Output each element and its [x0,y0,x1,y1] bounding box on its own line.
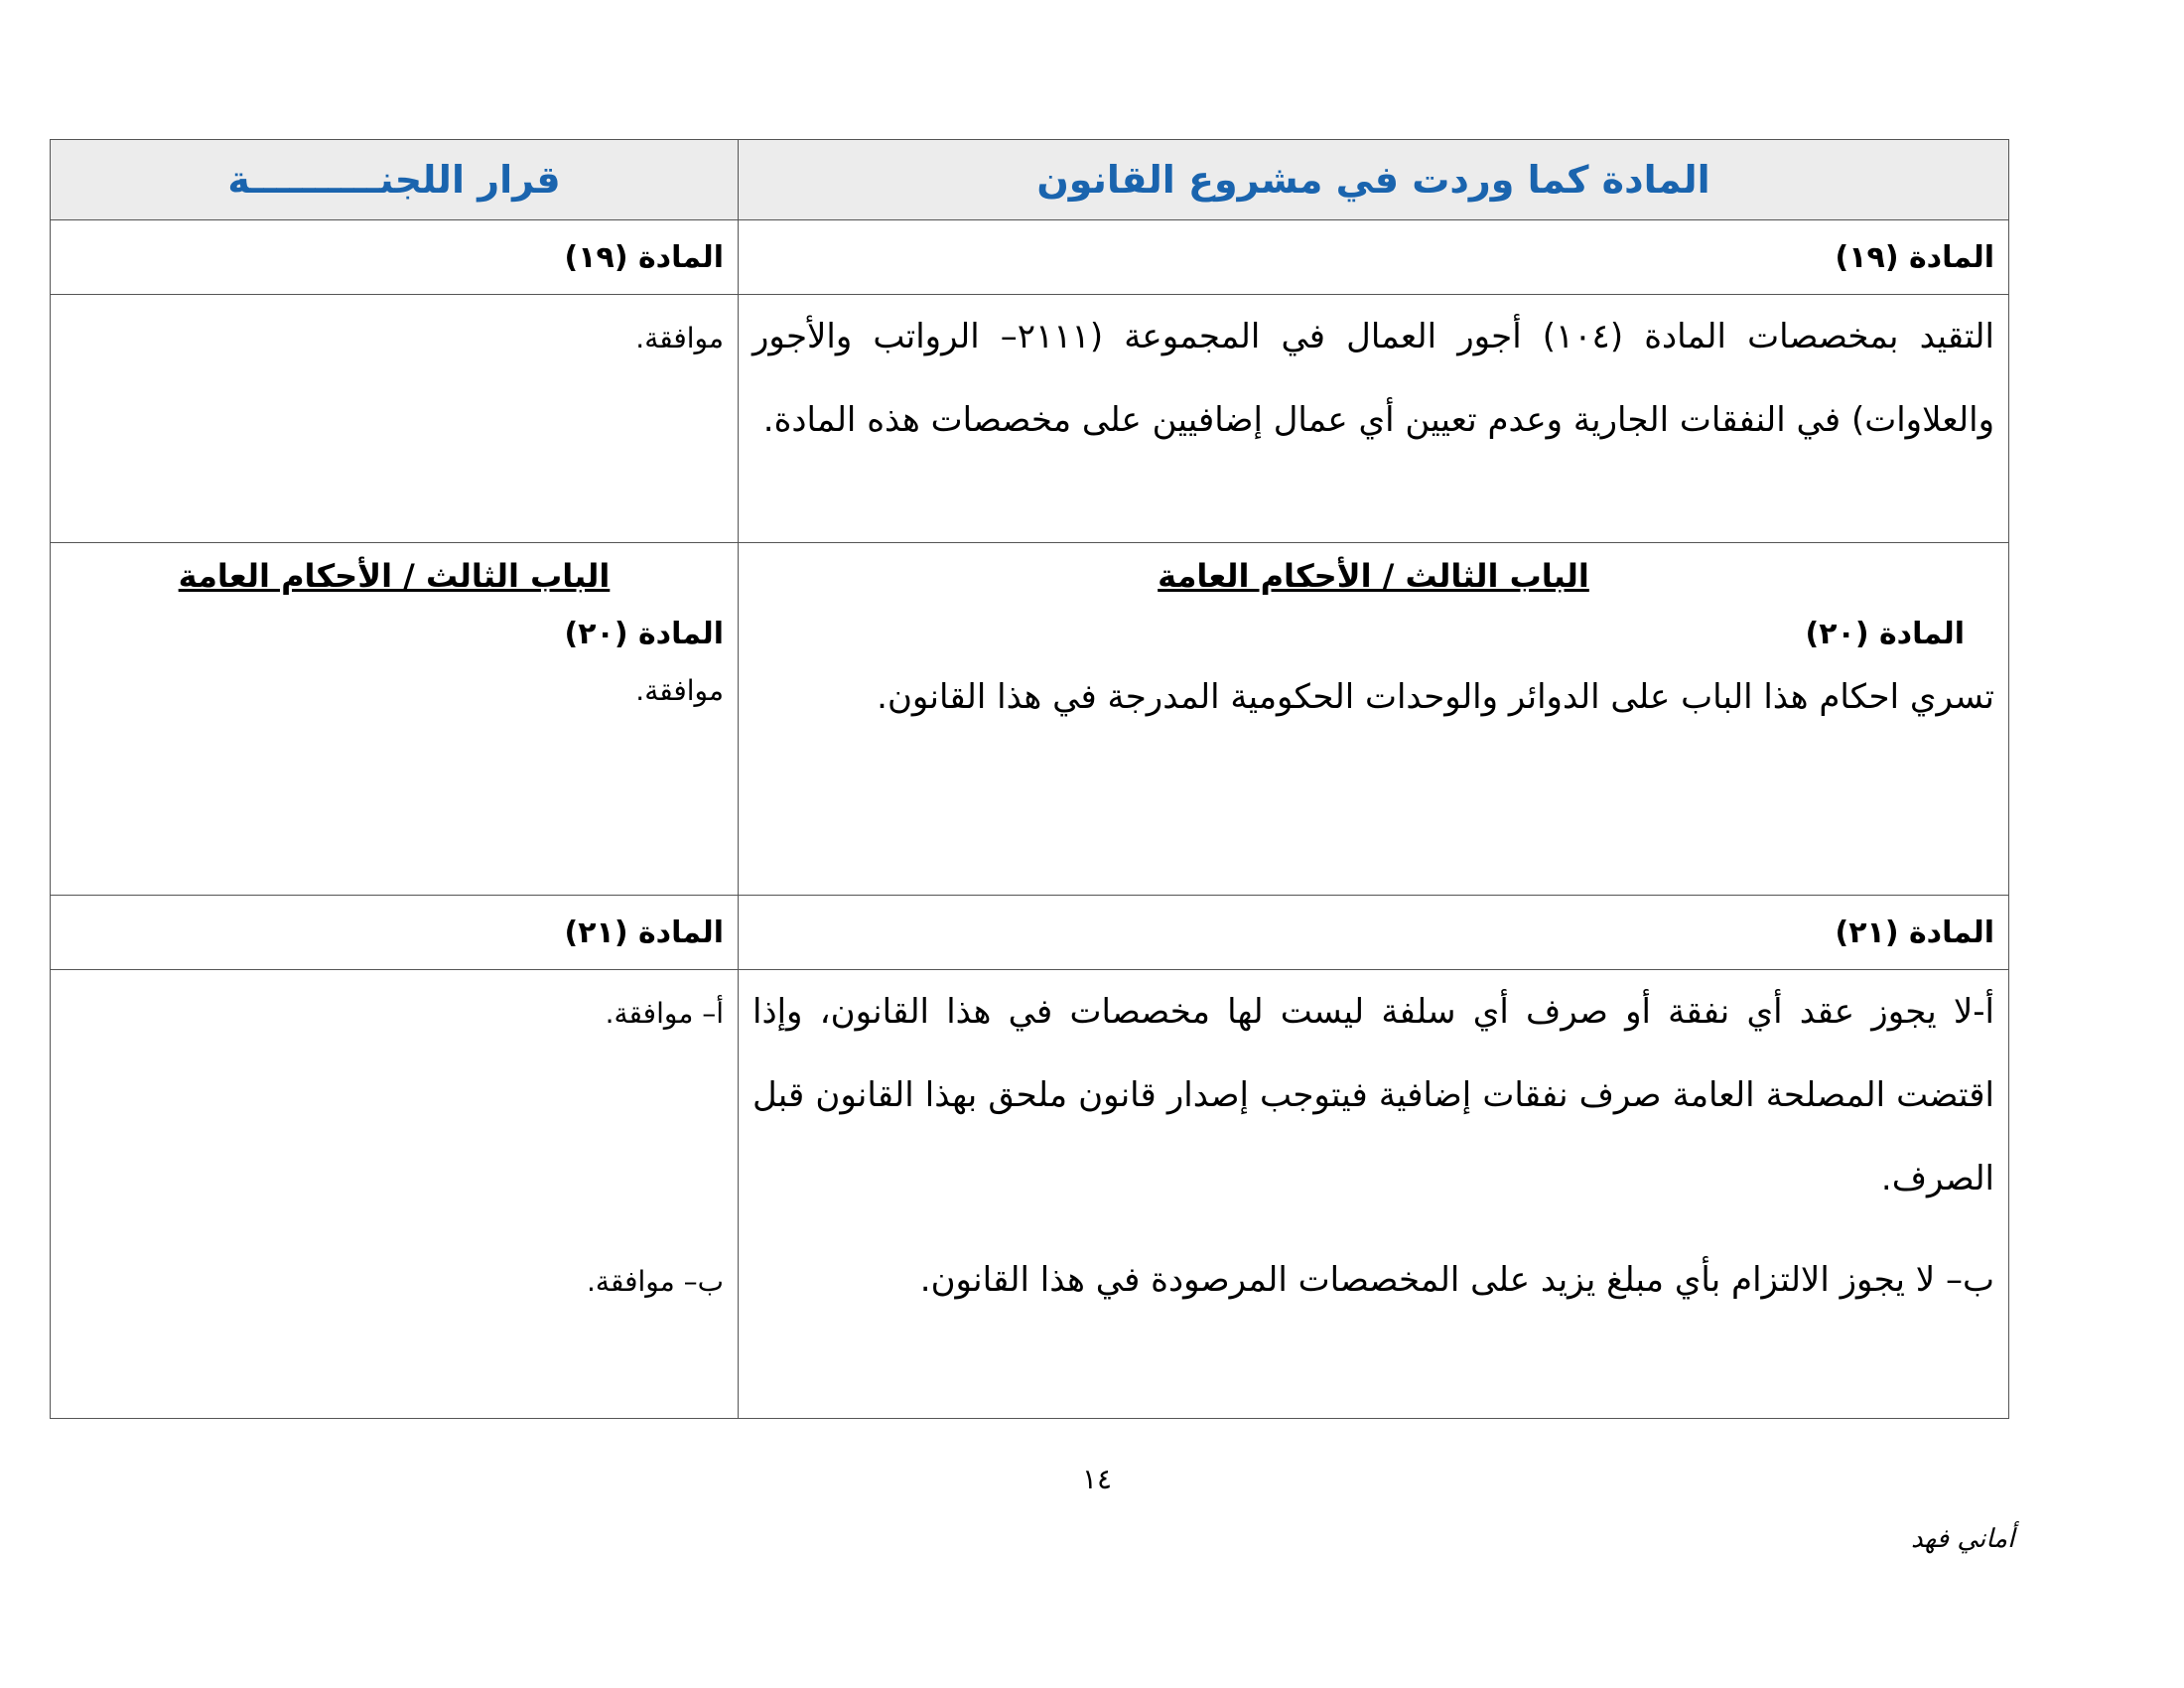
decision-article-21-title: المادة (٢١) [51,896,739,970]
bill-chapter-heading: الباب الثالث / الأحكام العامة [1158,557,1589,595]
article-20-row [51,543,2009,896]
signature: أماني فهد [1911,1524,2015,1554]
decision-article-21-clause-a: أ– موافقة. [605,997,724,1030]
decision-chapter-heading: الباب الثالث / الأحكام العامة [178,557,611,595]
decision-article-20-cell [51,543,739,896]
bill-article-20-text: تسري احكام هذا الباب على الدوائر والوحدات الحكومية المدرجة في هذا القانون. [877,677,1994,717]
bill-article-21-title: المادة (٢١) [739,896,2009,970]
article-19-title-row [51,220,2009,295]
bill-article-21-clause-b: ب– لا يجوز الالتزام بأي مبلغ يزيد على المخصصات المرصودة في هذا القانون. [919,1260,1994,1300]
bill-article-19-text: التقيد بمخصصات المادة (١٠٤) أجور العمال في المجموعة (٢١١١– الرواتب والأجور والعلاوات) في النفقات الجارية وعدم تعيين أي عمال إضافيين على مخصصات هذه المادة. [752,317,1994,440]
decision-article-20-title: المادة (٢٠) [564,617,724,651]
bill-article-21-cell [739,970,2009,1419]
decision-article-19-text: موافقة. [635,322,724,354]
decision-article-19-cell [51,295,739,543]
articles-table [50,139,2009,1419]
decision-article-21-clause-b: ب– موافقة. [587,1265,724,1298]
table-header-row [51,140,2009,220]
bill-article-19-cell [739,295,2009,543]
article-21-title-row [51,896,2009,970]
decision-article-19-title: المادة (١٩) [51,220,739,295]
article-21-body-row [51,970,2009,1419]
article-19-body-row [51,295,2009,543]
bill-article-20-cell [739,543,2009,896]
header-decision-column: قرار اللجنــــــــــة [51,140,739,220]
header-bill-column: المادة كما وردت في مشروع القانون [739,140,2009,220]
decision-article-20-text: موافقة. [635,674,724,707]
bill-article-20-title: المادة (٢٠) [1805,617,1965,651]
page-number: ١٤ [1081,1463,1113,1495]
bill-article-19-title: المادة (١٩) [739,220,2009,295]
decision-article-21-cell [51,970,739,1419]
bill-article-21-clause-a: أ-لا يجوز عقد أي نفقة أو صرف أي سلفة ليست لها مخصصات في هذا القانون، وإذا اقتضت المصلحة العامة صرف نفقات إضافية فيتوجب إصدار قانون ملحق بهذا القانون قبل الصرف. [752,992,1994,1198]
